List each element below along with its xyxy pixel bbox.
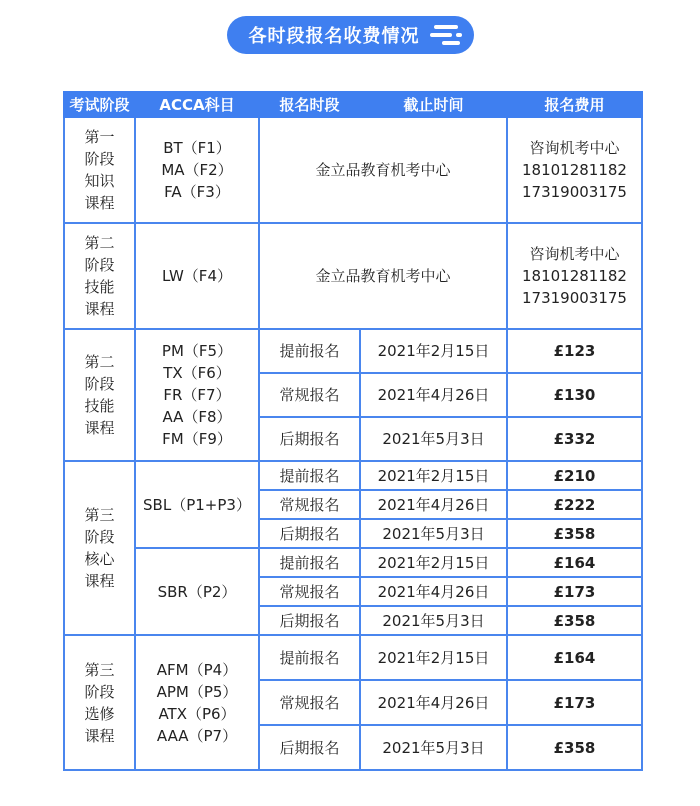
period-cell: 提前报名 [259,461,360,490]
fee-cell: £210 [507,461,642,490]
table-row [64,223,642,329]
period-cell: 常规报名 [259,490,360,519]
deadline-cell: 2021年5月3日 [360,417,507,461]
center-cell: 金立品教育机考中心 [259,117,507,223]
fee-cell: £358 [507,606,642,635]
deadline-cell: 2021年5月3日 [360,519,507,548]
table-header-row [64,92,642,117]
table-row [64,329,642,373]
stage-cell: 第三 阶段 选修 课程 [64,635,135,770]
header-period: 报名时段 [259,92,360,117]
stage-cell: 第一 阶段 知识 课程 [64,117,135,223]
contact-cell: 咨询机考中心 18101281182 17319003175 [507,223,642,329]
stage-cell: 第三 阶段 核心 课程 [64,461,135,635]
deadline-cell: 2021年2月15日 [360,548,507,577]
table-row [64,461,642,490]
fee-cell: £173 [507,680,642,725]
header-subject: ACCA科目 [135,92,259,117]
period-cell: 后期报名 [259,606,360,635]
period-cell: 提前报名 [259,329,360,373]
fee-cell: £123 [507,329,642,373]
table-row [64,548,642,577]
title-pill [227,16,474,54]
fee-cell: £358 [507,519,642,548]
deadline-cell: 2021年5月3日 [360,606,507,635]
period-cell: 后期报名 [259,519,360,548]
period-cell: 提前报名 [259,635,360,680]
table-row [64,117,642,223]
deadline-cell: 2021年4月26日 [360,490,507,519]
period-cell: 常规报名 [259,373,360,417]
period-cell: 常规报名 [259,680,360,725]
fee-cell: £173 [507,577,642,606]
fee-cell: £332 [507,417,642,461]
deadline-cell: 2021年2月15日 [360,329,507,373]
deadline-cell: 2021年4月26日 [360,680,507,725]
period-cell: 后期报名 [259,725,360,770]
header-stage: 考试阶段 [64,92,135,117]
center-cell: 金立品教育机考中心 [259,223,507,329]
contact-cell: 咨询机考中心 18101281182 17319003175 [507,117,642,223]
subject-cell: SBR（P2） [135,548,259,635]
header-deadline: 截止时间 [360,92,507,117]
deadline-cell: 2021年4月26日 [360,577,507,606]
period-cell: 提前报名 [259,548,360,577]
deadline-cell: 2021年4月26日 [360,373,507,417]
fee-table [63,91,643,771]
stage-cell: 第二 阶段 技能 课程 [64,329,135,461]
decorative-stripes-icon [430,23,464,47]
stage-cell: 第二 阶段 技能 课程 [64,223,135,329]
fee-cell: £130 [507,373,642,417]
subject-cell: LW（F4） [135,223,259,329]
table-row [64,635,642,680]
fee-cell: £358 [507,725,642,770]
subject-cell: SBL（P1+P3） [135,461,259,548]
title-banner [0,16,700,56]
page-title: 各时段报名收费情况 [248,26,420,47]
deadline-cell: 2021年2月15日 [360,461,507,490]
subject-cell: PM（F5） TX（F6） FR（F7） AA（F8） FM（F9） [135,329,259,461]
fee-cell: £222 [507,490,642,519]
deadline-cell: 2021年2月15日 [360,635,507,680]
period-cell: 后期报名 [259,417,360,461]
fee-cell: £164 [507,548,642,577]
fee-cell: £164 [507,635,642,680]
deadline-cell: 2021年5月3日 [360,725,507,770]
subject-cell: AFM（P4） APM（P5） ATX（P6） AAA（P7） [135,635,259,770]
period-cell: 常规报名 [259,577,360,606]
subject-cell: BT（F1） MA（F2） FA（F3） [135,117,259,223]
header-fee: 报名费用 [507,92,642,117]
